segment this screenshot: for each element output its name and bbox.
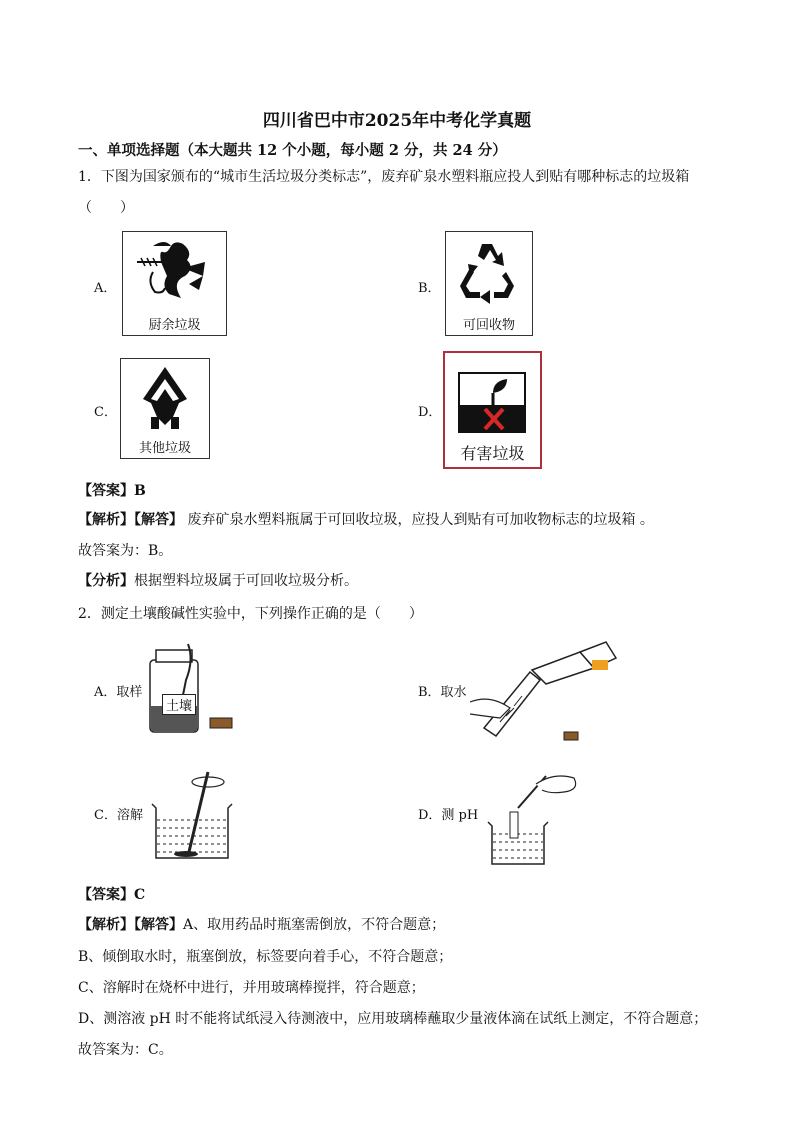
soil-jar-illustration	[140, 640, 250, 740]
q1-option-d-sign	[443, 351, 542, 469]
q1-option-b-sign	[445, 231, 533, 336]
q1-option-c-caption: 其他垃圾	[138, 441, 191, 456]
q2-analysis-tag: 【解析】【解答】	[78, 917, 183, 933]
q1-option-b-caption: 可回收物	[462, 318, 515, 333]
q1-option-a-caption: 厨余垃圾	[148, 318, 201, 333]
q1-option-d-label: D．	[418, 405, 442, 420]
q1-analysis-tag: 【解析】【解答】	[78, 512, 183, 528]
q1-review-text: 根据塑料垃圾属于可回收垃圾分析。	[134, 573, 358, 589]
q2-option-c-label: C．溶解	[94, 808, 143, 823]
q1-review	[78, 570, 358, 590]
pour-water-illustration	[470, 632, 620, 747]
question-2-stem: 2．测定土壤酸碱性实验中，下列操作正确的是（ ）	[78, 606, 423, 622]
q1-review-tag: 【分析】	[78, 573, 134, 589]
q1-option-c-label: C．	[94, 405, 117, 420]
page-title: 四川省巴中市2025年中考化学真题	[262, 111, 532, 131]
q1-option-d-caption: 有害垃圾	[460, 444, 525, 463]
dissolve-beaker-illustration	[148, 768, 240, 864]
q2-analysis-line-1	[78, 914, 445, 934]
q2-conclusion: 故答案为：C。	[78, 1042, 173, 1058]
q2-analysis-text-a: A、取用药品时瓶塞需倒放，不符合题意；	[183, 917, 446, 933]
q1-analysis	[78, 509, 654, 529]
q2-option-a-label: A．取样	[94, 685, 143, 700]
q1-answer: 【答案】B	[78, 483, 146, 499]
q2-analysis-line-2: B、倾倒取水时，瓶塞倒放，标签要向着手心，不符合题意；	[78, 949, 453, 965]
other-waste-icon	[121, 359, 209, 437]
q2-analysis-line-4: D、测溶液 pH 时不能将试纸浸入待测液中，应用玻璃棒蘸取少量液体滴在试纸上测定，不符合题意；	[78, 1011, 708, 1027]
recycle-icon	[446, 232, 532, 312]
q1-option-a-label: A．	[94, 281, 117, 296]
q2-option-b-label: B．取水	[418, 685, 467, 700]
question-1-paren: （ ）	[78, 200, 134, 216]
q2-analysis-line-3: C、溶解时在烧杯中进行，并用玻璃棒搅拌，符合题意；	[78, 980, 425, 996]
food-waste-icon	[123, 232, 226, 312]
q2-answer: 【答案】C	[78, 887, 146, 903]
q1-conclusion: 故答案为：B。	[78, 543, 173, 559]
q1-option-a-sign	[122, 231, 227, 336]
soil-jar-label: 土壤	[162, 694, 196, 715]
q1-option-b-label: B．	[418, 281, 441, 296]
question-1-stem: 1．下图为国家颁布的“城市生活垃圾分类标志”，废弃矿泉水塑料瓶应投人到贴有哪种标志的垃圾箱	[78, 169, 690, 185]
section-heading: 一、单项选择题（本大题共 12 个小题，每小题 2 分，共 24 分）	[78, 142, 507, 159]
q1-option-c-sign	[120, 358, 210, 459]
ph-test-illustration	[484, 768, 584, 868]
q1-analysis-text: 废弃矿泉水塑料瓶属于可回收垃圾，应投人到贴有可加收物标志的垃圾箱 。	[183, 512, 654, 528]
hazardous-waste-icon	[445, 353, 540, 433]
q2-option-d-label: D．测 pH	[418, 808, 479, 823]
